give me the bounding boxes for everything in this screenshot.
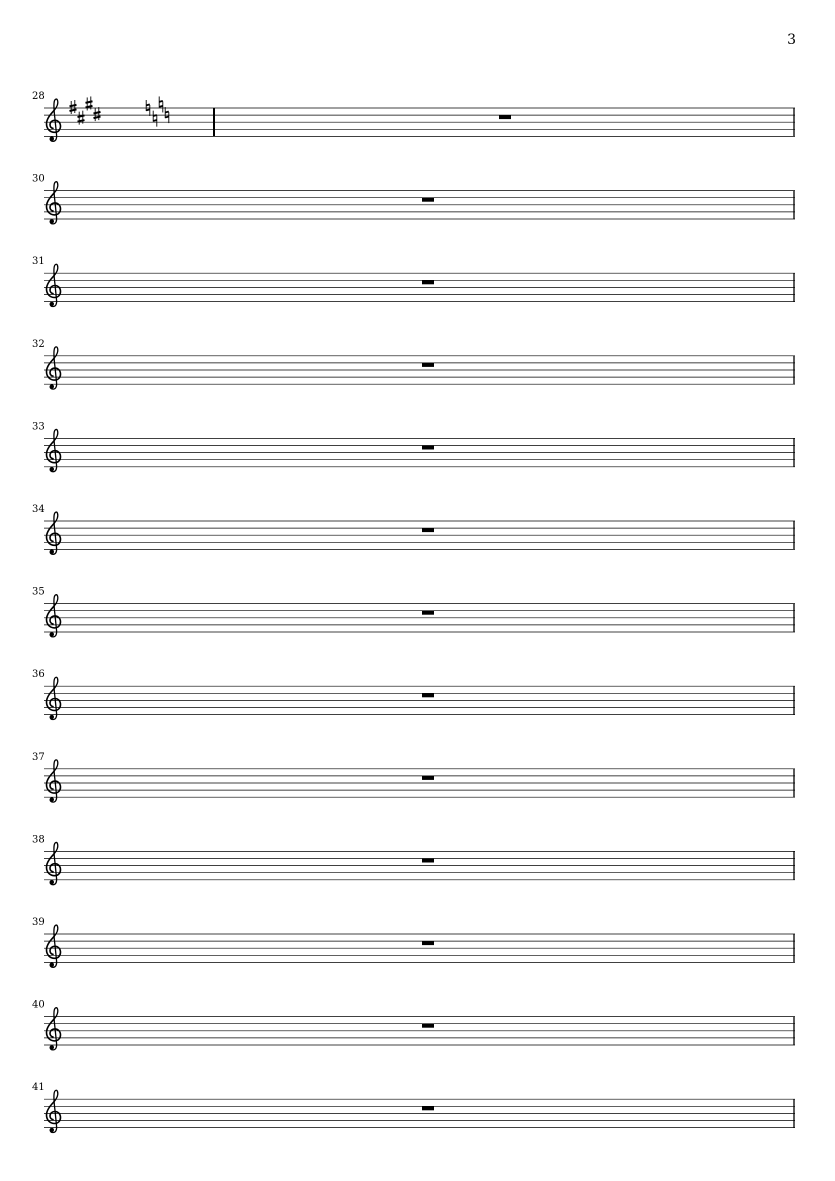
whole-rest-icon xyxy=(422,1024,434,1028)
treble-clef-icon xyxy=(47,347,61,389)
treble-clef-icon xyxy=(47,182,61,224)
staff-system xyxy=(32,669,795,719)
staff-system xyxy=(32,256,795,306)
whole-rest-icon xyxy=(422,198,434,202)
staff-system xyxy=(32,834,795,884)
measure-number: 31 xyxy=(32,256,45,268)
whole-rest-icon xyxy=(422,446,434,450)
whole-rest-icon xyxy=(422,941,434,945)
staff-system xyxy=(32,917,795,967)
measure-number: 35 xyxy=(32,586,45,598)
measure-number: 38 xyxy=(32,834,45,846)
treble-clef-icon xyxy=(47,512,61,554)
measure-number: 34 xyxy=(32,504,45,515)
treble-clef-icon xyxy=(47,925,61,967)
natural-icon xyxy=(153,111,157,127)
treble-clef-icon xyxy=(47,1090,61,1132)
measure-number: 33 xyxy=(32,421,45,433)
whole-rest-icon xyxy=(422,280,434,284)
measure-number: 37 xyxy=(32,751,45,763)
treble-clef-icon xyxy=(47,677,61,719)
treble-clef-icon xyxy=(47,264,61,306)
whole-rest-icon xyxy=(422,363,434,367)
treble-clef-icon xyxy=(47,1008,61,1050)
treble-clef-icon xyxy=(47,429,61,471)
staff-system xyxy=(32,339,795,389)
treble-clef-icon xyxy=(47,760,61,802)
whole-rest-icon xyxy=(499,115,511,119)
whole-rest-icon xyxy=(422,1106,434,1110)
page-number: 3 xyxy=(787,32,796,48)
staff-system xyxy=(32,421,795,471)
sharp-icon xyxy=(70,100,77,114)
measure-number: 28 xyxy=(32,91,45,102)
treble-clef-icon xyxy=(47,99,61,141)
measure-number: 41 xyxy=(32,1082,45,1094)
measure-number: 30 xyxy=(32,173,45,185)
whole-rest-icon xyxy=(422,776,434,780)
staff-system xyxy=(32,587,795,637)
natural-icon xyxy=(159,96,163,112)
staff-system xyxy=(32,91,795,141)
whole-rest-icon xyxy=(422,611,434,615)
staff-system xyxy=(32,504,795,554)
whole-rest-icon xyxy=(422,859,434,863)
measure-number: 32 xyxy=(32,338,45,350)
sharp-icon xyxy=(78,111,85,125)
sharp-icon xyxy=(94,107,101,121)
staff-system xyxy=(32,174,795,224)
treble-clef-icon xyxy=(47,595,61,637)
whole-rest-icon xyxy=(422,693,434,697)
measure-number: 36 xyxy=(32,669,45,681)
staff-system xyxy=(32,1082,795,1132)
measure-number: 40 xyxy=(32,999,45,1011)
treble-clef-icon xyxy=(47,842,61,884)
measure-number: 39 xyxy=(32,917,45,928)
staff-system xyxy=(32,1000,795,1050)
staff-system xyxy=(32,752,795,802)
whole-rest-icon xyxy=(422,528,434,532)
